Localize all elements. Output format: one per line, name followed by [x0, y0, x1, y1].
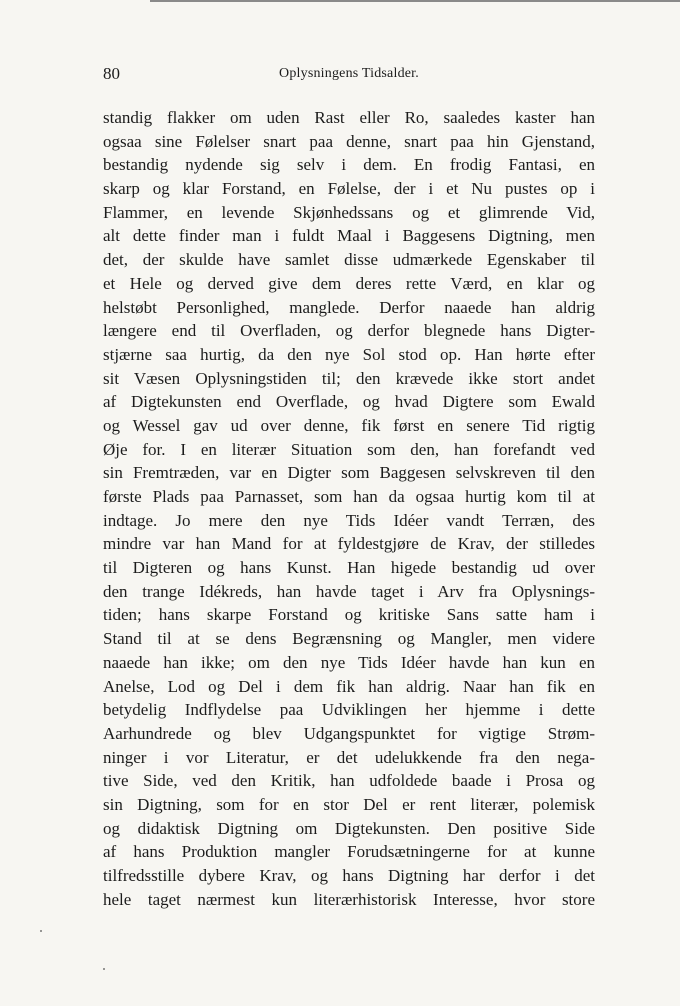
text-line: stjærne saa hurtig, da den nye Sol stod op. Han hørte efter: [103, 344, 595, 364]
text-line: sin Digtning, som for en stor Del er rent literær, polemisk: [103, 794, 595, 814]
text-line: tive Side, ved den Kritik, han udfoldede baade i Prosa og: [103, 771, 595, 791]
page-number: 80: [103, 64, 120, 83]
text-line: af hans Produktion mangler Forudsætningerne for at kunne: [103, 842, 595, 862]
text-line: Stand til at se dens Begrænsning og Mangler, men videre: [103, 629, 595, 649]
text-line: længere end til Overfladen, og derfor blegnede hans Digter-: [103, 321, 595, 341]
text-line: og Wessel gav ud over denne, fik først en senere Tid rigtig: [103, 415, 595, 435]
text-line: til Digteren og hans Kunst. Han higede bestandig ud over: [103, 558, 595, 578]
body-text: [103, 106, 595, 911]
text-line: hele taget nærmest kun literærhistorisk Interesse, hvor store: [103, 889, 595, 909]
text-line: tilfredsstille dybere Krav, og hans Digtning har derfor i det: [103, 866, 595, 885]
text-line: den trange Idékreds, han havde taget i Arv fra Oplysnings-: [103, 581, 595, 601]
text-line: Anelse, Lod og Del i dem fik han aldrig. Naar han fik en: [103, 676, 595, 696]
text-line: sin Fremtræden, var en Digter som Baggesen selvskreven til den: [103, 463, 595, 483]
text-line: det, der skulde have samlet disse udmærkede Egenskaber til: [103, 250, 595, 270]
book-page: [103, 64, 595, 911]
page-header: [103, 64, 595, 88]
text-line: mindre var han Mand for at fyldestgjøre de Krav, der stilledes: [103, 534, 595, 554]
text-line: tiden; hans skarpe Forstand og kritiske Sans satte ham i: [103, 605, 595, 625]
text-line: indtage. Jo mere den nye Tids Idéer vandt Terræn, des: [103, 510, 595, 530]
text-line: helstøbt Personlighed, manglede. Derfor naaede han aldrig: [103, 297, 595, 317]
text-line: første Plads paa Parnasset, som han da ogsaa hurtig kom til at: [103, 487, 595, 506]
text-line: og didaktisk Digtning om Digtekunsten. Den positive Side: [103, 818, 595, 838]
text-line: sit Væsen Oplysningstiden til; den krævede ikke stort andet: [103, 368, 595, 388]
paper-speck: [40, 930, 42, 932]
text-line: et Hele og derved give dem deres rette Værd, en klar og: [103, 273, 595, 293]
text-line: naaede han ikke; om den nye Tids Idéer havde han kun en: [103, 652, 595, 672]
text-line: ninger i vor Literatur, er det udelukkende fra den nega-: [103, 747, 595, 767]
text-line: betydelig Indflydelse paa Udviklingen her hjemme i dette: [103, 700, 595, 720]
text-line: Flammer, en levende Skjønhedssans og et glimrende Vid,: [103, 202, 595, 222]
text-line: alt dette finder man i fuldt Maal i Baggesens Digtning, men: [103, 226, 595, 246]
text-line: standig flakker om uden Rast eller Ro, saaledes kaster han: [103, 108, 595, 127]
text-line: af Digtekunsten end Overflade, og hvad Digtere som Ewald: [103, 392, 595, 412]
text-line: skarp og klar Forstand, en Følelse, der i et Nu pustes op i: [103, 179, 595, 199]
text-line: bestandig nydende sig selv i dem. En frodig Fantasi, en: [103, 155, 595, 175]
text-line: ogsaa sine Følelser snart paa denne, snart paa hin Gjenstand,: [103, 131, 595, 151]
running-title: Oplysningens Tidsalder.: [279, 66, 419, 81]
text-line: Øje for. I en literær Situation som den, han forefandt ved: [103, 439, 595, 459]
text-line: Aarhundrede og blev Udgangspunktet for vigtige Strøm-: [103, 723, 595, 743]
top-edge-rule: [150, 0, 680, 2]
paper-speck: [103, 968, 105, 970]
